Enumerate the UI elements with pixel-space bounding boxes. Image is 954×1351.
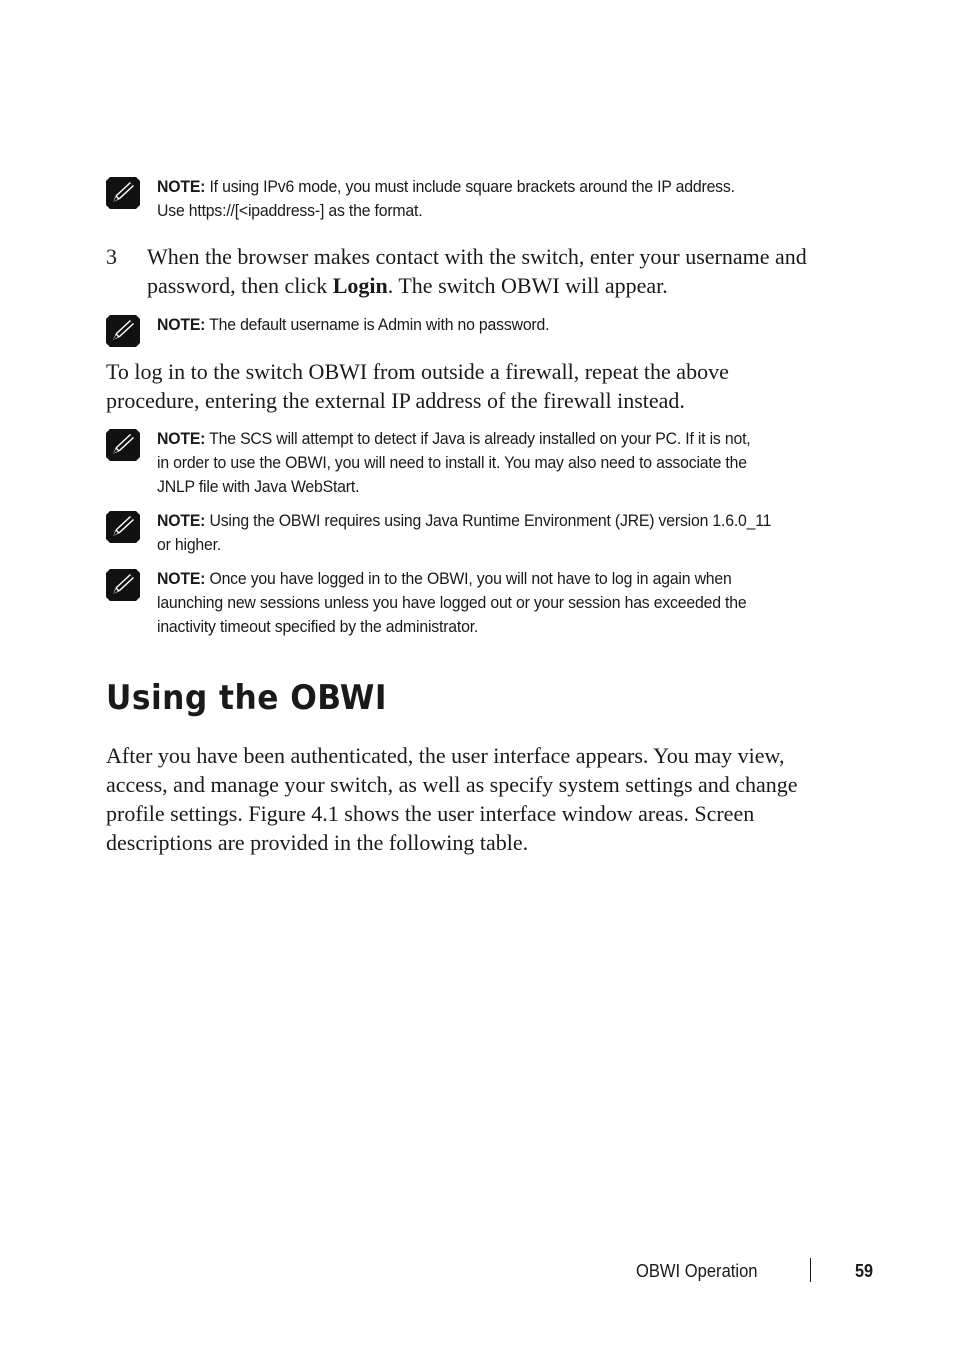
paragraph-line: procedure, entering the external IP address of the firewall instead. (106, 388, 685, 413)
step-number: 3 (106, 244, 117, 269)
note-line: JNLP file with Java WebStart. (157, 477, 360, 496)
section-paragraph (106, 741, 886, 857)
paragraph-line: To log in to the switch OBWI from outside a firewall, repeat the above (106, 359, 729, 384)
paragraph-line: After you have been authenticated, the user interface appears. You may view, (106, 743, 785, 768)
note-text (157, 313, 827, 337)
paragraph-line: descriptions are provided in the following table. (106, 830, 529, 855)
note-text (157, 175, 827, 223)
step-line: When the browser makes contact with the switch, enter your username and (147, 244, 807, 269)
note-pencil-icon (106, 315, 140, 347)
paragraph-line: profile settings. Figure 4.1 shows the user interface window areas. Screen (106, 801, 755, 826)
note-line: in order to use the OBWI, you will need to install it. You may also need to associate the (157, 453, 747, 472)
footer-section-name: OBWI Operation (636, 1261, 758, 1281)
page-number: 59 (855, 1261, 874, 1281)
note-label: NOTE: (157, 569, 206, 588)
note-pencil-icon (106, 511, 140, 543)
step-text-span: . The switch OBWI will appear. (387, 273, 668, 298)
note-pencil-icon (106, 429, 140, 461)
note-text (157, 509, 827, 557)
note-line: The default username is Admin with no password. (205, 315, 550, 334)
step-text (147, 242, 882, 300)
step-line (147, 271, 882, 300)
paragraph-line: access, and manage your switch, as well as specify system settings and change (106, 772, 798, 797)
note-label: NOTE: (157, 315, 206, 334)
note-text (157, 567, 827, 639)
note-line: The SCS will attempt to detect if Java is already installed on your PC. If it is not, (205, 429, 751, 448)
note-pencil-icon (106, 177, 140, 209)
footer-divider (810, 1258, 811, 1282)
note-line: or higher. (157, 535, 222, 554)
note-label: NOTE: (157, 429, 206, 448)
note-label: NOTE: (157, 511, 206, 530)
step-text-span: password, then click (147, 273, 333, 298)
note-line: If using IPv6 mode, you must include square brackets around the IP address. (205, 177, 735, 196)
note-pencil-icon (106, 569, 140, 601)
note-line: Using the OBWI requires using Java Runtime Environment (JRE) version 1.6.0_11 (205, 511, 772, 530)
note-line: Use https://[<ipaddress-] as the format. (157, 201, 423, 220)
note-line: inactivity timeout specified by the administrator. (157, 617, 479, 636)
login-term: Login (332, 273, 388, 298)
section-heading: Using the OBWI (106, 678, 387, 718)
note-line: Once you have logged in to the OBWI, you will not have to log in again when (205, 569, 732, 588)
firewall-paragraph (106, 357, 886, 415)
note-label: NOTE: (157, 177, 206, 196)
note-line: launching new sessions unless you have logged out or your session has exceeded the (157, 593, 747, 612)
note-text (157, 427, 827, 499)
